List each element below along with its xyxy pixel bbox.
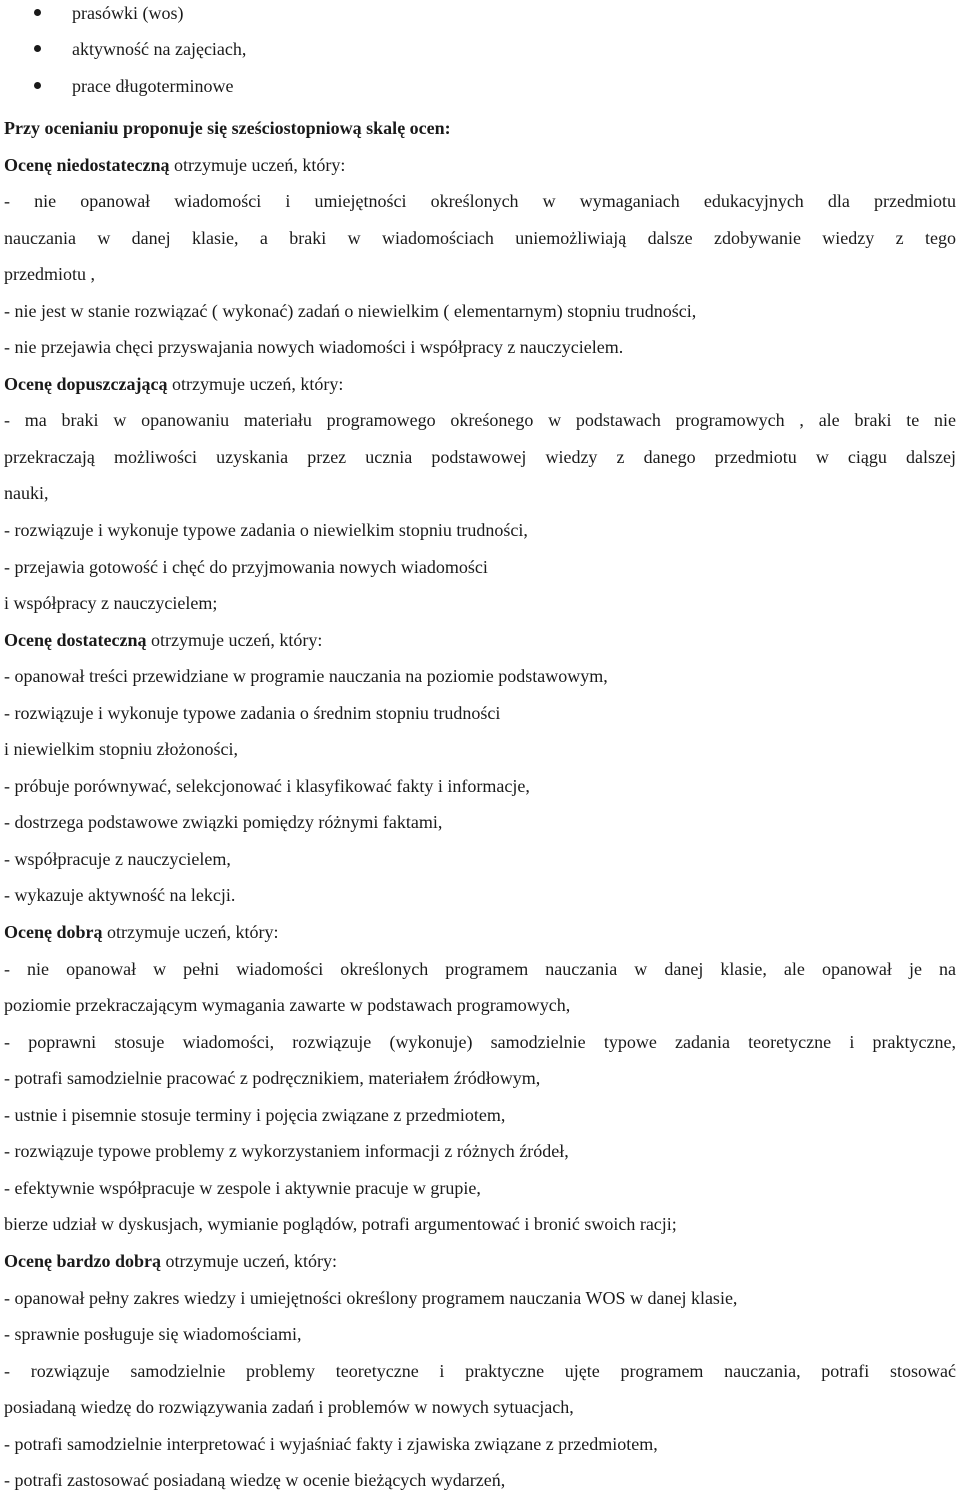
grade-name: Ocenę dopuszczającą xyxy=(4,373,168,394)
grade-heading-dopuszczajaca xyxy=(4,366,956,403)
text-line: - nie opanował w pełni wiadomości określonych programem nauczania w danej klasie, ale opanował je na xyxy=(4,958,956,979)
text-line: i współpracy z nauczycielem; xyxy=(4,593,218,614)
list-item-text: prasówki (wos) xyxy=(72,3,184,23)
grade-name: Ocenę dobrą xyxy=(4,922,103,943)
list-item-text: aktywność na zajęciach, xyxy=(72,39,247,59)
grade-name: Ocenę dostateczną xyxy=(4,629,147,650)
text-line: - nie opanował wiadomości i umiejętności określonych w wymaganiach edukacyjnych dla przedmiotu xyxy=(4,191,956,212)
grade-heading-rest: otrzymuje uczeń, który: xyxy=(169,154,346,175)
text-line: bierze udział w dyskusjach, wymianie poglądów, potrafi argumentować i bronić swoich racji; xyxy=(4,1214,677,1235)
text-line: - nie jest w stanie rozwiązać ( wykonać) zadań o niewielkim ( elementarnym) stopniu trudności, xyxy=(4,300,697,321)
text-line: - rozwiązuje i wykonuje typowe zadania o średnim stopniu trudności xyxy=(4,702,501,723)
grade-heading-rest: otrzymuje uczeń, który: xyxy=(161,1250,337,1271)
text-line: i niewielkim stopniu złożoności, xyxy=(4,739,238,760)
grade-heading-rest: otrzymuje uczeń, który: xyxy=(146,629,323,650)
text-line: nauczania w danej klasie, a braki w wiadomościach uniemożliwiają dalsze zdobywanie wiedzy z tego xyxy=(4,227,956,248)
text-line: posiadaną wiedzę do rozwiązywania zadań i problemów w nowych sytuacjach, xyxy=(4,1397,574,1418)
text-line: - efektywnie współpracuje w zespole i aktywnie pracuje w grupie, xyxy=(4,1177,481,1198)
text-line: - potrafi zastosować posiadaną wiedzę w ocenie bieżących wydarzeń, xyxy=(4,1470,506,1491)
text-line: - sprawnie posługuje się wiadomościami, xyxy=(4,1324,302,1345)
text-line: - wykazuje aktywność na lekcji. xyxy=(4,885,236,906)
text-line: - potrafi samodzielnie pracować z podręcznikiem, materiałem źródłowym, xyxy=(4,1068,541,1089)
grade-heading-niedostateczna xyxy=(4,147,956,184)
text-line: poziomie przekraczającym wymagania zawarte w podstawach programowych, xyxy=(4,995,571,1016)
text-line: - dostrzega podstawowe związki pomiędzy różnymi faktami, xyxy=(4,812,443,833)
text-line: przedmiotu , xyxy=(4,264,95,285)
text-line: - poprawni stosuje wiadomości, rozwiązuje (wykonuje) samodzielnie typowe zadania teoretyczne i praktyczne, xyxy=(4,1031,956,1052)
intro-heading: Przy ocenianiu proponuje się sześciostopniową skalę ocen: xyxy=(4,118,451,138)
text-line: - opanował pełny zakres wiedzy i umiejętności określony programem nauczania WOS w danej klasie, xyxy=(4,1287,738,1308)
bullet-icon xyxy=(34,45,41,52)
grade-name: Ocenę niedostateczną xyxy=(4,154,170,175)
text-line: przekraczają możliwości uzyskania przez ucznia podstawowej wiedzy z danego przedmiotu w ciągu dalszej xyxy=(4,446,956,467)
document-body xyxy=(4,110,956,1499)
bullet-icon xyxy=(34,82,41,89)
text-line: - rozwiązuje typowe problemy z wykorzystaniem informacji z różnych źródeł, xyxy=(4,1141,569,1162)
grade-heading-bardzo-dobra xyxy=(4,1243,956,1280)
bullet-icon xyxy=(34,9,41,16)
list-item-text: prace długoterminowe xyxy=(72,76,234,96)
text-line: - ustnie i pisemnie stosuje terminy i pojęcia związane z przedmiotem, xyxy=(4,1104,506,1125)
text-line: - ma braki w opanowaniu materiału programowego okreśonego w podstawach programowych , ale braki te nie xyxy=(4,410,956,431)
grade-name: Ocenę bardzo dobrą xyxy=(4,1250,161,1271)
grade-heading-rest: otrzymuje uczeń, który: xyxy=(102,922,279,943)
text-line: nauki, xyxy=(4,483,49,504)
grade-heading-dobra xyxy=(4,914,956,951)
text-line: - nie przejawia chęci przyswajania nowych wiadomości i współpracy z nauczycielem. xyxy=(4,337,624,358)
text-line: - potrafi samodzielnie interpretować i wyjaśniać fakty i zjawiska związane z przedmiotem, xyxy=(4,1433,658,1454)
text-line: - próbuje porównywać, selekcjonować i klasyfikować fakty i informacje, xyxy=(4,775,530,796)
text-line: - współpracuje z nauczycielem, xyxy=(4,848,231,869)
text-line: - opanował treści przewidziane w programie nauczania na poziomie podstawowym, xyxy=(4,666,608,687)
text-line: - rozwiązuje samodzielnie problemy teoretyczne i praktyczne ujęte programem nauczania, potrafi stosować xyxy=(4,1360,956,1381)
text-line: - przejawia gotowość i chęć do przyjmowania nowych wiadomości xyxy=(4,556,488,577)
grade-heading-rest: otrzymuje uczeń, który: xyxy=(167,373,344,394)
text-line: - rozwiązuje i wykonuje typowe zadania o niewielkim stopniu trudności, xyxy=(4,520,528,541)
grade-heading-dostateczna xyxy=(4,622,956,659)
